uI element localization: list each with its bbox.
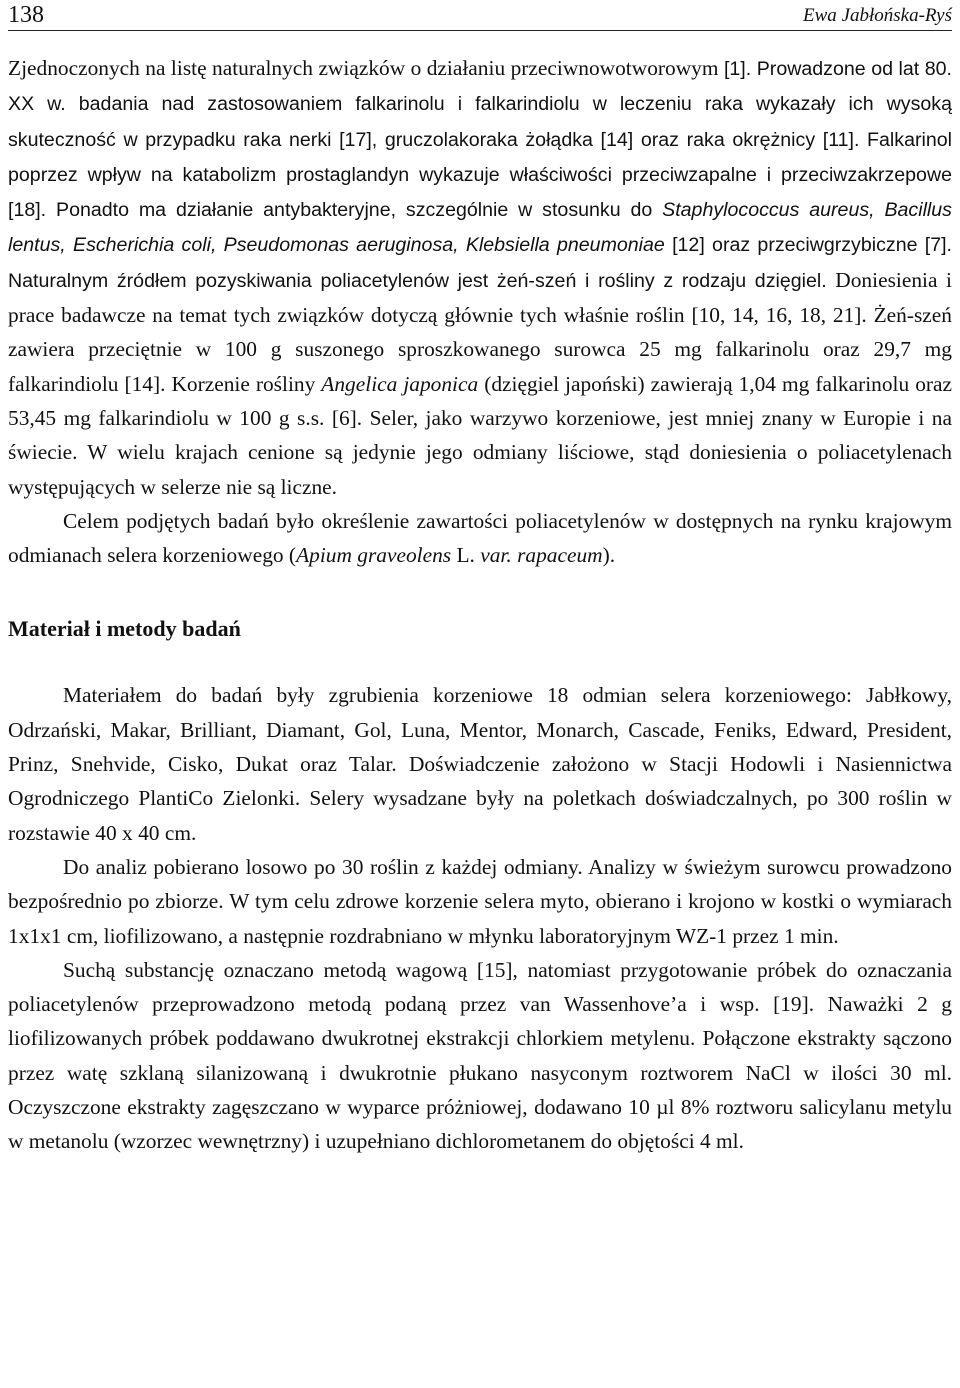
- paragraph-4: Do analiz pobierano losowo po 30 roślin z każdej odmiany. Analizy w świeżym surowcu prowadzono bezpośrednio po zbiorze. W tym celu zdrowe korzenie selera myto, obierano i krojono w kostki o wymiarach 1x1x1 cm, liofilizowano, a następnie rozdrabniano w młynku laboratoryjnym WZ-1 przez 1 min.: [8, 854, 952, 948]
- paragraph-2-text-3: ).: [602, 543, 616, 568]
- paragraph-5: Suchą substancję oznaczano metodą wagową [15], natomiast przygotowanie próbek do oznaczania poliacetylenów przeprowadzono metodą podaną przez van Wassenhove’a i wsp. [19]. Naważki 2 g liofilizowanych próbek poddawano dwukrotnej ekstrakcji chlorkiem metylenu. Połączone ekstrakty sączono przez watę szklaną silanizowaną i dwukrotnie płukano nasyconym roztworem NaCl w ilości 30 ml. Oczyszczone ekstrakty zagęszczano w wyparce próżniowej, dodawano 10 µl 8% roztworu salicylanu metylu w metanolu (wzorzec wewnętrzny) i uzupełniano dichlorometanem do objętości 4 ml.: [8, 957, 952, 1154]
- running-header: [8, 0, 952, 31]
- paragraph-2: [8, 504, 952, 573]
- paragraph-1-text-4: Doniesienia i prace badawcze na temat tych związków dotyczą głównie tych właśnie roślin [10, 14, 16, 18, 21]. Żeń-szeń zawiera przeciętnie w 100 g suszonego sproszkowanego surowca 25 mg falkarinolu oraz 29,7 mg falkarindiolu [14]. Korzenie rośliny: [8, 267, 952, 396]
- paragraph-2-text-1: Celem podjętych badań było określenie zawartości poliacetylenów w dostępnych na rynku krajowym odmianach selera korzeniowego (: [8, 508, 952, 568]
- paragraph-1-text-1: Zjednoczonych na listę naturalnych związków o działaniu przeciwnowotworowym: [8, 56, 719, 80]
- paragraph-2-species-name: Apium graveolens: [296, 543, 452, 568]
- paragraph-1-text-2: [1]. Prowadzone od lat 80. XX w. badania nad zastosowaniem falkarinolu i falkarindiolu w leczeniu raka wykazały ich wysoką skuteczność w przypadku raka nerki [17], gruczolakoraka żołądka [14] oraz raka okrężnicy [11]. Falkarinol poprzez wpływ na katabolizm prostaglandyn wykazuje właściwości przeciwzapalne i przeciwzakrzepowe [18]. Ponadto ma działanie antybakteryjne, szczególnie w stosunku do: [8, 58, 952, 222]
- paragraph-1-text-5: (dzięgiel japoński) zawierają 1,04 mg falkarinolu oraz 53,45 mg falkarindiolu w 100 g s.s. [6]. Seler, jako warzywo korzeniowe, jest mniej znany w Europie i na świecie. W wielu krajach cenione są jedynie jego odmiany liściowe, stąd doniesienia o poliacetylenach występujących w selerze nie są liczne.: [8, 371, 952, 499]
- document-page: [8, 0, 952, 1159]
- section-heading: Materiał i metody badań: [8, 616, 241, 642]
- running-author: Ewa Jabłońska-Ryś: [803, 5, 952, 26]
- paragraph-3: Materiałem do badań były zgrubienia korzeniowe 18 odmian selera korzeniowego: Jabłkowy, Odrzański, Makar, Brilliant, Diamant, Gol, Luna, Mentor, Monarch, Cascade, Feniks, Edward, President, Prinz, Snehvide, Cisko, Dukat oraz Talar. Doświadczenie założono w Stacji Hodowli i Nasiennictwa Ogrodniczego PlantiCo Zielonki. Selery wysadzane były na poletkach doświadczalnych, po 300 roślin w rozstawie 40 x 40 cm.: [8, 683, 952, 845]
- paragraph-1-text-3: [12] oraz przeciwgrzybiczne [7]. Naturalnym źródłem pozyskiwania poliacetylenów jest żeń-szeń i rośliny z rodzaju dzięgiel.: [8, 234, 952, 292]
- paragraph-1-species-name: Angelica japonica: [321, 371, 479, 396]
- page-number: 138: [8, 2, 44, 28]
- paragraph-2-text-2: L.: [451, 543, 481, 568]
- paragraph-2-variety-name: var. rapaceum: [480, 543, 603, 568]
- body-text: [8, 51, 952, 1159]
- paragraph-1: [8, 51, 952, 504]
- paragraph-1-species-list: Staphylococcus aureus, Bacillus lentus, Escherichia coli, Pseudomonas aeruginosa, Klebsiella pneumoniae: [8, 199, 952, 257]
